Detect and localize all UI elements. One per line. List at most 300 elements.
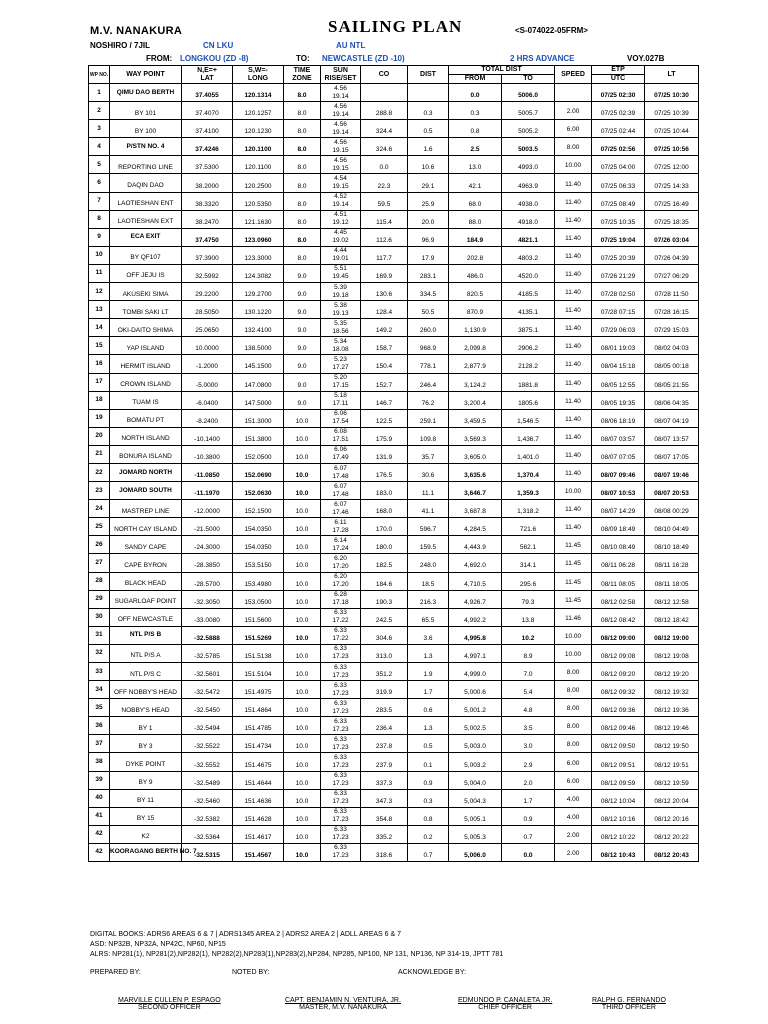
wp-sun: 6.28 17.18 <box>321 590 361 608</box>
wp-sun: 6.11 17.28 <box>321 518 361 536</box>
wp-etp-utc: 08/07 14:29 <box>592 500 645 518</box>
wp-lt: 08/12 19:08 <box>645 644 699 662</box>
wp-speed: 11.40 <box>555 463 592 481</box>
wp-name: NTL P/S A <box>110 644 182 662</box>
wp-long: 120.5350 <box>233 192 284 210</box>
wp-long: 151.4567 <box>233 843 284 861</box>
wp-total-from: 3,635.6 <box>449 463 502 481</box>
wp-total-to: 0.9 <box>502 807 555 825</box>
wp-lat: 38.2000 <box>182 174 233 192</box>
wp-name: BLACK HEAD <box>110 572 182 590</box>
wp-dist: 1.3 <box>408 717 449 735</box>
wp-dist: 18.5 <box>408 572 449 590</box>
wp-etp-utc: 07/25 10:35 <box>592 210 645 228</box>
wp-course: 131.9 <box>361 445 408 463</box>
wp-zone: 10.0 <box>284 807 321 825</box>
wp-lt: 07/25 14:33 <box>645 174 699 192</box>
wp-name: NORTH ISLAND <box>110 427 182 445</box>
wp-number: 37 <box>89 735 110 753</box>
wp-dist: 246.4 <box>408 373 449 391</box>
wp-course: 283.5 <box>361 699 408 717</box>
wp-total-to: 4963.9 <box>502 174 555 192</box>
wp-name: BOMATU PT <box>110 409 182 427</box>
wp-zone: 10.0 <box>284 590 321 608</box>
wp-long: 151.5138 <box>233 644 284 662</box>
voyage-number: VOY.027B <box>627 54 665 63</box>
wp-dist: 10.6 <box>408 156 449 174</box>
wp-sun: 5.51 19.45 <box>321 264 361 282</box>
wp-sun: 5.23 17.27 <box>321 355 361 373</box>
col-co: CO <box>361 66 408 84</box>
wp-zone: 10.0 <box>284 843 321 861</box>
wp-dist: 0.7 <box>408 843 449 861</box>
wp-lat: -32.5489 <box>182 771 233 789</box>
table-row <box>89 445 699 463</box>
wp-zone: 10.0 <box>284 608 321 626</box>
wp-speed: 11.40 <box>555 301 592 319</box>
wp-total-from: 2,877.9 <box>449 355 502 373</box>
wp-name: NTL P/S C <box>110 663 182 681</box>
wp-sun: 6.33 17.23 <box>321 735 361 753</box>
wp-course: 146.7 <box>361 391 408 409</box>
wp-etp-utc: 08/12 10:16 <box>592 807 645 825</box>
wp-sun: 6.20 17.20 <box>321 554 361 572</box>
vessel-name: M.V. NANAKURA <box>90 25 183 37</box>
wp-course: 112.6 <box>361 228 408 246</box>
wp-number: 17 <box>89 373 110 391</box>
wp-etp-utc: 08/05 19:35 <box>592 391 645 409</box>
wp-name: JOMARD SOUTH <box>110 482 182 500</box>
wp-long: 152.0630 <box>233 482 284 500</box>
table-row <box>89 174 699 192</box>
wp-total-from: 5,003.0 <box>449 735 502 753</box>
wp-name: JOMARD NORTH <box>110 463 182 481</box>
col-utc: UTC <box>592 75 645 84</box>
wp-total-to: 4185.5 <box>502 283 555 301</box>
wp-total-to: 5005.7 <box>502 102 555 120</box>
wp-number: 42 <box>89 825 110 843</box>
wp-total-from: 5,002.5 <box>449 717 502 735</box>
wp-total-from: 4,710.5 <box>449 572 502 590</box>
wp-dist: 109.8 <box>408 427 449 445</box>
wp-speed: 11.40 <box>555 337 592 355</box>
wp-lt: 07/25 10:39 <box>645 102 699 120</box>
wp-zone: 10.0 <box>284 500 321 518</box>
wp-etp-utc: 07/25 06:33 <box>592 174 645 192</box>
wp-dist: 96.9 <box>408 228 449 246</box>
table-row <box>89 608 699 626</box>
wp-total-to: 0.0 <box>502 843 555 861</box>
wp-lat: -32.5472 <box>182 681 233 699</box>
wp-course: 168.0 <box>361 500 408 518</box>
wp-etp-utc: 08/12 09:36 <box>592 699 645 717</box>
wp-total-from: 4,926.7 <box>449 590 502 608</box>
wp-course: 237.9 <box>361 753 408 771</box>
wp-number: 14 <box>89 319 110 337</box>
wp-total-to: 4520.0 <box>502 264 555 282</box>
wp-name: MASTREP LINE <box>110 500 182 518</box>
wp-total-from: 5,001.2 <box>449 699 502 717</box>
wp-speed: 6.00 <box>555 120 592 138</box>
wp-sun: 6.33 17.23 <box>321 644 361 662</box>
table-row <box>89 681 699 699</box>
table-row <box>89 771 699 789</box>
wp-name: CAPE BYRON <box>110 554 182 572</box>
wp-lt: 08/07 19:46 <box>645 463 699 481</box>
wp-long: 153.5150 <box>233 554 284 572</box>
wp-sun: 6.33 17.23 <box>321 717 361 735</box>
wp-etp-utc: 08/11 06:28 <box>592 554 645 572</box>
wp-course: 242.5 <box>361 608 408 626</box>
table-row <box>89 373 699 391</box>
wp-zone: 9.0 <box>284 391 321 409</box>
wp-course: 347.3 <box>361 789 408 807</box>
wp-sun: 4.56 19.14 <box>321 84 361 102</box>
wp-course: 236.4 <box>361 717 408 735</box>
wp-speed: 11.40 <box>555 500 592 518</box>
wp-course: 170.0 <box>361 518 408 536</box>
wp-lat: -32.5888 <box>182 626 233 644</box>
wp-etp-utc: 08/07 09:46 <box>592 463 645 481</box>
wp-zone: 10.0 <box>284 681 321 699</box>
wp-lt: 08/12 12:58 <box>645 590 699 608</box>
wp-lt: 07/26 04:39 <box>645 246 699 264</box>
wp-sun: 6.33 17.22 <box>321 626 361 644</box>
wp-dist: 76.2 <box>408 391 449 409</box>
wp-lt: 08/11 16:28 <box>645 554 699 572</box>
wp-number: 38 <box>89 753 110 771</box>
wp-number: 27 <box>89 554 110 572</box>
wp-sun: 6.07 17.48 <box>321 463 361 481</box>
to-port: NEWCASTLE (ZD -10) <box>322 54 405 63</box>
wp-long: 151.4864 <box>233 699 284 717</box>
wp-dist: 3.6 <box>408 626 449 644</box>
signature-chief-officer: EDMUNDO P. CANALETA JR. CHIEF OFFICER <box>458 997 553 1011</box>
wp-course: 313.0 <box>361 644 408 662</box>
wp-sun: 4.56 19.15 <box>321 156 361 174</box>
wp-lt: 08/10 04:49 <box>645 518 699 536</box>
wp-etp-utc: 08/12 08:42 <box>592 608 645 626</box>
wp-etp-utc: 08/12 10:43 <box>592 843 645 861</box>
wp-long: 120.1257 <box>233 102 284 120</box>
wp-long: 151.4734 <box>233 735 284 753</box>
wp-lat: -10.1400 <box>182 427 233 445</box>
wp-total-to: 295.6 <box>502 572 555 590</box>
wp-name: BY 3 <box>110 735 182 753</box>
wp-total-to: 13.8 <box>502 608 555 626</box>
wp-speed: 11.40 <box>555 192 592 210</box>
wp-dist: 41.1 <box>408 500 449 518</box>
wp-etp-utc: 07/29 06:03 <box>592 319 645 337</box>
wp-total-to: 7.0 <box>502 663 555 681</box>
table-row <box>89 102 699 120</box>
wp-lt: 07/25 10:56 <box>645 138 699 156</box>
wp-speed: 8.00 <box>555 717 592 735</box>
wp-zone: 8.0 <box>284 120 321 138</box>
wp-sun: 6.33 17.23 <box>321 681 361 699</box>
wp-dist: 0.3 <box>408 789 449 807</box>
wp-total-from: 13.0 <box>449 156 502 174</box>
wp-total-to: 5005.2 <box>502 120 555 138</box>
wp-sun: 6.20 17.20 <box>321 572 361 590</box>
wp-long: 151.4975 <box>233 681 284 699</box>
wp-speed: 11.40 <box>555 355 592 373</box>
wp-sun: 6.33 17.23 <box>321 699 361 717</box>
wp-name: TUAM IS <box>110 391 182 409</box>
wp-speed: 4.00 <box>555 807 592 825</box>
wp-name: OFF NEWCASTLE <box>110 608 182 626</box>
col-sun: SUN RISE/SET <box>321 66 361 84</box>
wp-etp-utc: 07/25 02:44 <box>592 120 645 138</box>
wp-dist: 20.0 <box>408 210 449 228</box>
wp-course: 176.5 <box>361 463 408 481</box>
wp-dist: 260.0 <box>408 319 449 337</box>
wp-sun: 4.56 19.14 <box>321 120 361 138</box>
wp-etp-utc: 07/25 02:30 <box>592 84 645 102</box>
wp-long: 151.4628 <box>233 807 284 825</box>
wp-total-from: 4,999.0 <box>449 663 502 681</box>
wp-lat: -10.3800 <box>182 445 233 463</box>
wp-long: 123.3000 <box>233 246 284 264</box>
wp-name: KOORAGANG BERTH NO. 7 <box>110 843 182 861</box>
wp-total-from: 5,005.3 <box>449 825 502 843</box>
table-row <box>89 717 699 735</box>
wp-lt: 08/12 19:51 <box>645 753 699 771</box>
wp-lt: 08/11 18:05 <box>645 572 699 590</box>
wp-total-to: 2128.2 <box>502 355 555 373</box>
wp-zone: 9.0 <box>284 283 321 301</box>
wp-lt: 08/12 19:32 <box>645 681 699 699</box>
wp-course: 182.5 <box>361 554 408 572</box>
wp-name: BY QF107 <box>110 246 182 264</box>
wp-lat: -11.1970 <box>182 482 233 500</box>
table-row <box>89 319 699 337</box>
wp-long: 121.1630 <box>233 210 284 228</box>
wp-lt: 08/10 18:49 <box>645 536 699 554</box>
wp-lt: 07/25 12:00 <box>645 156 699 174</box>
wp-long: 129.2700 <box>233 283 284 301</box>
wp-course: 190.3 <box>361 590 408 608</box>
wp-speed: 10.00 <box>555 626 592 644</box>
wp-dist: 0.9 <box>408 771 449 789</box>
wp-etp-utc: 07/25 02:39 <box>592 102 645 120</box>
wp-long: 147.5000 <box>233 391 284 409</box>
wp-total-from: 0.0 <box>449 84 502 102</box>
wp-course: 175.9 <box>361 427 408 445</box>
waypoint-table <box>88 65 699 862</box>
wp-total-from: 870.9 <box>449 301 502 319</box>
wp-lat: 37.4100 <box>182 120 233 138</box>
wp-total-to: 4918.0 <box>502 210 555 228</box>
wp-zone: 8.0 <box>284 210 321 228</box>
table-row <box>89 463 699 481</box>
col-speed: SPEED <box>555 66 592 84</box>
wp-zone: 10.0 <box>284 518 321 536</box>
wp-dist: 11.1 <box>408 482 449 500</box>
wp-lat: -32.5552 <box>182 753 233 771</box>
wp-total-from: 5,006.0 <box>449 843 502 861</box>
wp-total-from: 4,284.5 <box>449 518 502 536</box>
wp-zone: 10.0 <box>284 463 321 481</box>
wp-long: 120.1100 <box>233 156 284 174</box>
wp-total-from: 68.0 <box>449 192 502 210</box>
wp-number: 18 <box>89 391 110 409</box>
wp-total-from: 184.9 <box>449 228 502 246</box>
wp-etp-utc: 08/04 15:18 <box>592 355 645 373</box>
wp-number: 40 <box>89 789 110 807</box>
wp-dist: 29.1 <box>408 174 449 192</box>
signature-master: CAPT. BENJAMIN N. VENTURA, JR. MASTER, M.V. NANAKURA <box>285 997 401 1011</box>
wp-total-from: 4,992.2 <box>449 608 502 626</box>
wp-number: 41 <box>89 807 110 825</box>
wp-etp-utc: 07/28 02:50 <box>592 283 645 301</box>
wp-total-from: 202.8 <box>449 246 502 264</box>
wp-long: 152.0690 <box>233 463 284 481</box>
wp-zone: 8.0 <box>284 84 321 102</box>
wp-speed: 11.45 <box>555 572 592 590</box>
wp-long: 145.1500 <box>233 355 284 373</box>
wp-name: K2 <box>110 825 182 843</box>
col-wp-no: WP NO. <box>89 66 110 84</box>
table-row <box>89 518 699 536</box>
wp-dist: 778.1 <box>408 355 449 373</box>
wp-course: 324.6 <box>361 138 408 156</box>
wp-zone: 9.0 <box>284 319 321 337</box>
wp-zone: 8.0 <box>284 156 321 174</box>
wp-lt: 08/02 04:03 <box>645 337 699 355</box>
wp-zone: 10.0 <box>284 699 321 717</box>
wp-number: 2 <box>89 102 110 120</box>
wp-speed: 11.40 <box>555 210 592 228</box>
wp-lat: -6.0400 <box>182 391 233 409</box>
wp-zone: 8.0 <box>284 228 321 246</box>
wp-speed: 8.00 <box>555 663 592 681</box>
wp-name: LAOTIESHAN EXT <box>110 210 182 228</box>
wp-total-to: 1.7 <box>502 789 555 807</box>
wp-lat: 38.2470 <box>182 210 233 228</box>
wp-speed: 11.45 <box>555 590 592 608</box>
wp-name: HERMIT ISLAND <box>110 355 182 373</box>
wp-lt: 08/07 04:19 <box>645 409 699 427</box>
wp-course: 237.8 <box>361 735 408 753</box>
wp-course: 318.6 <box>361 843 408 861</box>
wp-etp-utc: 08/12 09:59 <box>592 771 645 789</box>
wp-long: 120.1314 <box>233 84 284 102</box>
wp-etp-utc: 08/12 02:58 <box>592 590 645 608</box>
wp-dist: 0.8 <box>408 807 449 825</box>
wp-lat: -24.3000 <box>182 536 233 554</box>
wp-sun: 5.39 19.18 <box>321 283 361 301</box>
wp-etp-utc: 08/06 18:19 <box>592 409 645 427</box>
table-row <box>89 301 699 319</box>
wp-total-to: 1,401.0 <box>502 445 555 463</box>
wp-lt: 08/12 19:50 <box>645 735 699 753</box>
wp-speed: 11.40 <box>555 264 592 282</box>
wp-lt: 08/07 20:53 <box>645 482 699 500</box>
wp-long: 132.4100 <box>233 319 284 337</box>
wp-dist: 596.7 <box>408 518 449 536</box>
wp-number: 15 <box>89 337 110 355</box>
wp-long: 124.3082 <box>233 264 284 282</box>
wp-number: 12 <box>89 283 110 301</box>
wp-sun: 4.56 19.15 <box>321 138 361 156</box>
col-lat: N,E=+ LAT <box>182 66 233 84</box>
wp-speed: 11.40 <box>555 518 592 536</box>
wp-name: DAQIN DAO <box>110 174 182 192</box>
wp-total-to: 1,546.5 <box>502 409 555 427</box>
wp-zone: 10.0 <box>284 445 321 463</box>
signature-second-officer: MARVILLE CULLEN P. ESPAGO SECOND OFFICER <box>118 997 221 1011</box>
wp-sun: 6.33 17.23 <box>321 825 361 843</box>
prepared-by-label: PREPARED BY: <box>90 969 141 976</box>
wp-name: BY 15 <box>110 807 182 825</box>
wp-lat: 37.4750 <box>182 228 233 246</box>
wp-lat: -32.5450 <box>182 699 233 717</box>
wp-number: 36 <box>89 717 110 735</box>
wp-sun: 6.33 17.23 <box>321 663 361 681</box>
wp-course <box>361 84 408 102</box>
wp-lat: -5.0000 <box>182 373 233 391</box>
wp-number: 24 <box>89 500 110 518</box>
wp-zone: 8.0 <box>284 138 321 156</box>
wp-total-to: 4135.1 <box>502 301 555 319</box>
table-row <box>89 210 699 228</box>
wp-speed: 11.40 <box>555 373 592 391</box>
advance-note: 2 HRS ADVANCE <box>510 54 575 63</box>
wp-course: 122.5 <box>361 409 408 427</box>
wp-dist: 50.5 <box>408 301 449 319</box>
wp-total-to: 4938.0 <box>502 192 555 210</box>
table-row <box>89 283 699 301</box>
wp-speed: 6.00 <box>555 753 592 771</box>
wp-number: 34 <box>89 681 110 699</box>
wp-total-from: 2,099.8 <box>449 337 502 355</box>
table-row <box>89 409 699 427</box>
wp-number: 28 <box>89 572 110 590</box>
wp-lat: 37.4055 <box>182 84 233 102</box>
table-row <box>89 753 699 771</box>
wp-long: 147.0800 <box>233 373 284 391</box>
wp-lat: -32.5785 <box>182 644 233 662</box>
wp-number: 21 <box>89 445 110 463</box>
voyage-route: NOSHIRO / 7JIL <box>90 41 151 50</box>
wp-sun: 6.08 17.51 <box>321 427 361 445</box>
wp-lt: 08/12 20:04 <box>645 789 699 807</box>
wp-number: 26 <box>89 536 110 554</box>
wp-dist: 0.1 <box>408 753 449 771</box>
page-title: SAILING PLAN <box>328 17 463 36</box>
wp-course: 337.3 <box>361 771 408 789</box>
wp-lat: -11.0850 <box>182 463 233 481</box>
wp-number: 23 <box>89 482 110 500</box>
wp-total-to: 4993.0 <box>502 156 555 174</box>
wp-name: BONURA ISLAND <box>110 445 182 463</box>
wp-zone: 10.0 <box>284 717 321 735</box>
table-row <box>89 156 699 174</box>
wp-total-from: 3,124.2 <box>449 373 502 391</box>
wp-lat: -33.0080 <box>182 608 233 626</box>
wp-total-from: 5,003.2 <box>449 753 502 771</box>
col-lt: LT <box>645 66 699 84</box>
wp-lat: 38.3320 <box>182 192 233 210</box>
wp-total-to: 1,359.3 <box>502 482 555 500</box>
wp-dist: 65.5 <box>408 608 449 626</box>
wp-total-from: 42.1 <box>449 174 502 192</box>
wp-name: SANDY CAPE <box>110 536 182 554</box>
wp-total-to: 5006.0 <box>502 84 555 102</box>
table-row <box>89 192 699 210</box>
table-row <box>89 120 699 138</box>
